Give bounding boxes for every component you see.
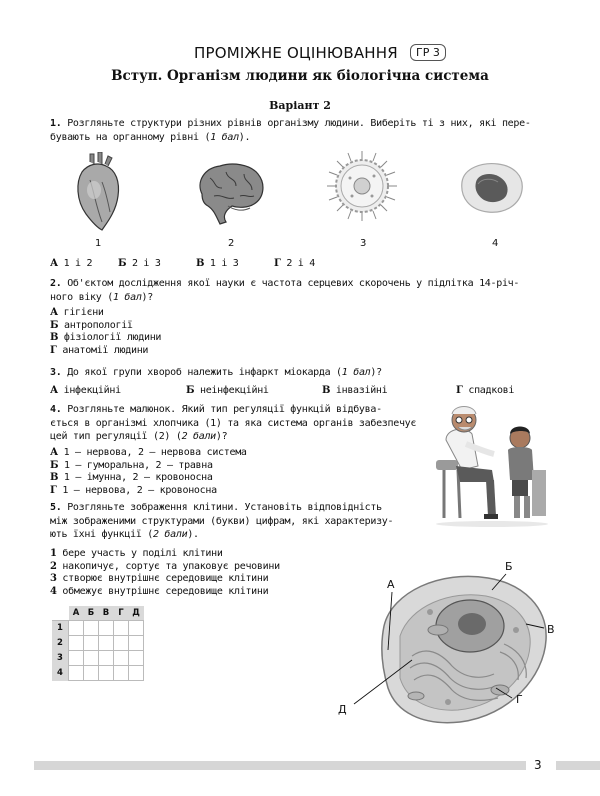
q2-option-g[interactable]: Г анатомії людини bbox=[50, 344, 149, 356]
grid-row: 3 bbox=[52, 651, 144, 666]
image-caption-3: 3 bbox=[360, 238, 367, 249]
function-item-1: 1 бере участь у поділі клітини bbox=[50, 548, 223, 559]
q2-option-b[interactable]: Б антропології bbox=[50, 319, 133, 331]
grid-col-b: Б bbox=[84, 606, 99, 621]
q1-option-b[interactable]: Б 2 і 3 bbox=[118, 258, 161, 269]
egg-cell-icon bbox=[326, 150, 398, 222]
question-1: 1. Розгляньте структури різних рівнів організму людини. Виберіть ті з них, які пере- бувають на органному рівні (1 бал). bbox=[50, 118, 531, 143]
variant-title: Варіант 2 bbox=[269, 99, 331, 112]
q1-option-a[interactable]: А 1 і 2 bbox=[50, 258, 93, 269]
q4-option-g[interactable]: Г 1 – нервова, 2 – кровоносна bbox=[50, 484, 217, 496]
image-caption-4: 4 bbox=[492, 238, 499, 249]
animal-cell-illustration bbox=[340, 556, 570, 736]
q3-option-b[interactable]: Б неінфекційні bbox=[186, 385, 269, 396]
q3-option-v[interactable]: В інвазійні bbox=[322, 385, 388, 396]
q4-option-b[interactable]: Б 1 – гуморальна, 2 – травна bbox=[50, 459, 213, 471]
section-subtitle: Вступ. Організм людини як біологічна система bbox=[111, 68, 489, 84]
question-3: 3. До якої групи хвороб належить інфаркт міокарда (1 бал)? bbox=[50, 367, 382, 378]
cell-label-a: А bbox=[387, 578, 395, 591]
q2-option-v[interactable]: В фізіології людини bbox=[50, 332, 162, 343]
brain-icon bbox=[192, 160, 268, 226]
grid-col-d: Д bbox=[129, 606, 144, 621]
grid-row: 4 bbox=[52, 666, 144, 681]
answer-grid bbox=[52, 606, 144, 681]
question-2: 2. Об'єктом дослідження якої науки є частота серцевих скорочень у підлітка 14-річ- ного віку (1 бал)? bbox=[50, 278, 520, 303]
question-5: 5. Розгляньте зображення клітини. Установіть відповідність між зображеними структурами (букви) цифрам, які характеризу- ють їхні функції (2 бали). bbox=[50, 502, 394, 540]
function-item-4: 4 обмежує внутрішнє середовище клітини bbox=[50, 585, 269, 597]
q4-option-a[interactable]: А 1 – нервова, 2 – нервова система bbox=[50, 447, 247, 458]
grade-badge: ГР 3 bbox=[410, 44, 446, 61]
image-caption-1: 1 bbox=[95, 238, 102, 249]
page-number: 3 bbox=[534, 758, 542, 772]
q3-option-a[interactable]: А інфекційні bbox=[50, 385, 121, 396]
q3-option-g[interactable]: Г спадкові bbox=[456, 385, 515, 396]
q4-option-v[interactable]: В 1 – імунна, 2 – кровоносна bbox=[50, 472, 213, 483]
q4-options bbox=[50, 447, 247, 497]
cell-label-v: В bbox=[547, 623, 555, 636]
cell-label-g: Г bbox=[516, 693, 523, 706]
grid-col-v: В bbox=[99, 606, 114, 621]
q1-option-v[interactable]: В 1 і 3 bbox=[196, 258, 239, 269]
grid-col-a: А bbox=[69, 606, 84, 621]
footer-bar-right bbox=[556, 761, 600, 770]
page-title: ПРОМІЖНЕ ОЦІНЮВАННЯ bbox=[194, 44, 398, 62]
q5-functions bbox=[50, 548, 280, 598]
cell-label-d: Д bbox=[338, 703, 347, 716]
red-blood-cell-icon bbox=[456, 160, 526, 216]
grid-row: 1 bbox=[52, 621, 144, 636]
question-4: 4. Розгляньте малюнок. Який тип регуляції функцій відбува- ється в організмі хлопчика (1) та яка система органів забезпечує цей тип регуляції (2) (2 бали)? bbox=[50, 404, 417, 442]
heart-icon bbox=[72, 152, 124, 232]
function-item-2: 2 накопичує, сортує та упаковує речовини bbox=[50, 560, 280, 572]
function-item-3: 3 створює внутрішнє середовище клітини bbox=[50, 573, 269, 584]
image-caption-2: 2 bbox=[228, 238, 235, 249]
q1-option-g[interactable]: Г 2 і 4 bbox=[274, 258, 315, 269]
grid-row: 2 bbox=[52, 636, 144, 651]
q2-options bbox=[50, 307, 161, 357]
footer-bar-left bbox=[34, 761, 526, 770]
doctor-and-boy-illustration bbox=[432, 400, 550, 528]
grid-col-g: Г bbox=[114, 606, 129, 621]
q2-option-a[interactable]: А гігієни bbox=[50, 307, 104, 318]
cell-label-b: Б bbox=[505, 560, 513, 573]
